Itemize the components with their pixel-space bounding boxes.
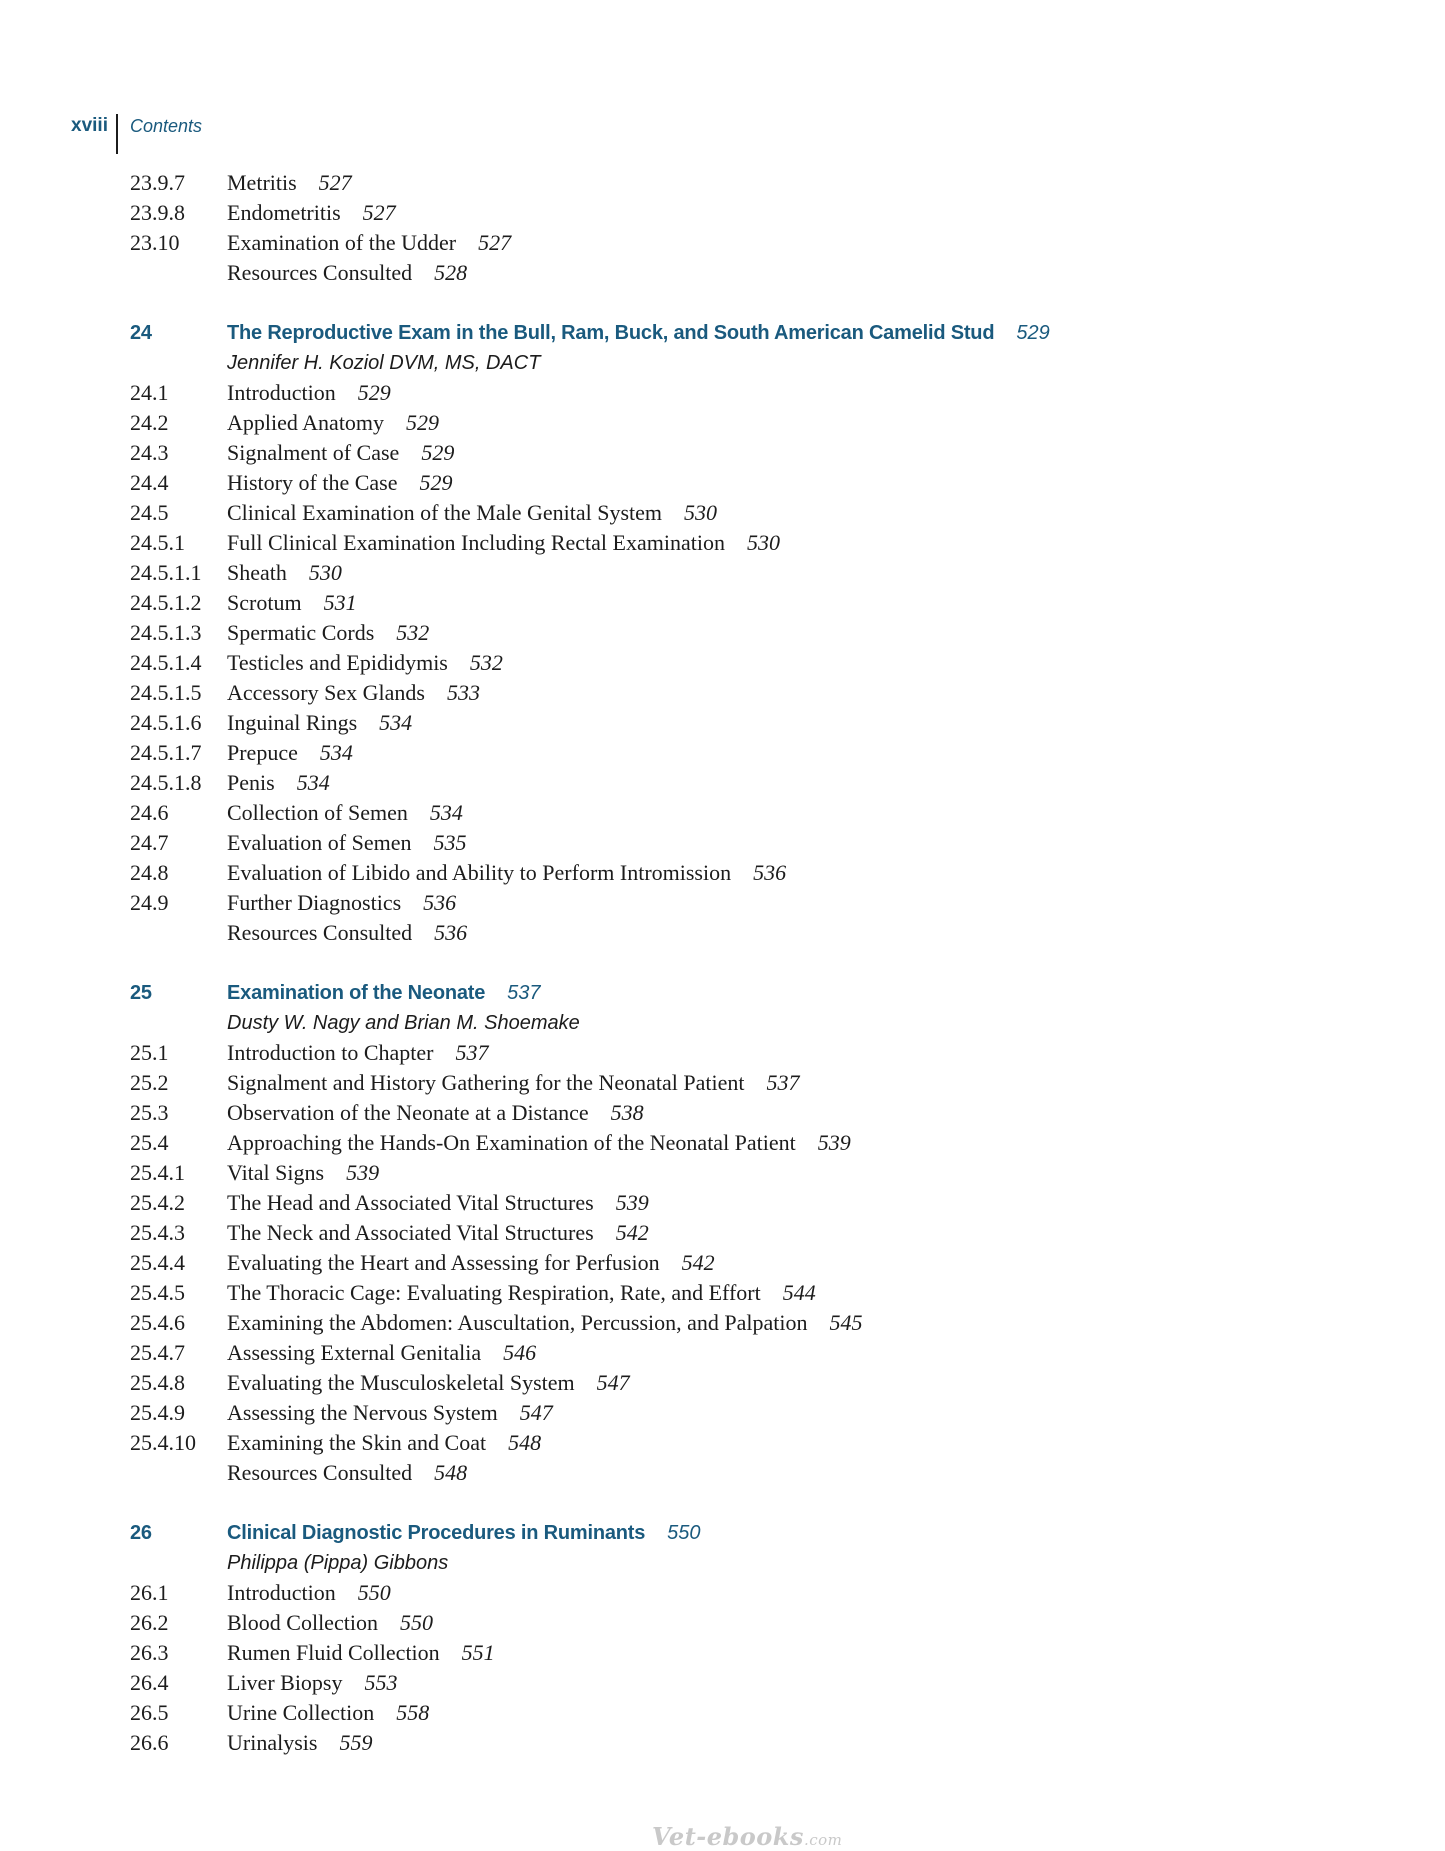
section-number: 24.5.1.3: [130, 620, 202, 645]
section-title: Signalment and History Gathering for the Neonatal Patient: [227, 1070, 745, 1095]
page-ref: 537: [507, 982, 541, 1004]
section-number: 26.3: [130, 1640, 169, 1665]
page-ref: 536: [423, 890, 457, 915]
section-number: [130, 918, 227, 948]
section-title: Clinical Diagnostic Procedures in Ruminants: [227, 1522, 646, 1544]
chapter-author: [130, 1548, 1330, 1578]
toc-entry: [130, 438, 1330, 468]
toc-entry: [130, 1368, 1330, 1398]
section-number: 25.4.6: [130, 1310, 185, 1335]
section-title: The Thoracic Cage: Evaluating Respiration, Rate, and Effort: [227, 1280, 761, 1305]
section-number: 25.4.2: [130, 1190, 185, 1215]
toc-entry: [130, 1668, 1330, 1698]
toc-entry: [130, 1128, 1330, 1158]
section-number: 24.2: [130, 410, 169, 435]
page-ref: 527: [478, 230, 512, 255]
section-title: The Reproductive Exam in the Bull, Ram, Buck, and South American Camelid Stud: [227, 322, 995, 344]
toc-entry: [130, 918, 1330, 948]
page-ref: 529: [419, 470, 453, 495]
section-number: 26.5: [130, 1700, 169, 1725]
section-title: Resources Consulted: [227, 260, 413, 285]
page-ref: 547: [519, 1400, 553, 1425]
section-title: Collection of Semen: [227, 800, 408, 825]
toc-entry: [130, 1458, 1330, 1488]
section-number: 25.3: [130, 1100, 169, 1125]
section-title: Assessing External Genitalia: [227, 1340, 482, 1365]
toc-entry: [130, 1608, 1330, 1638]
toc-entry: [130, 528, 1330, 558]
section-number: 24.6: [130, 800, 169, 825]
toc-entry: [130, 498, 1330, 528]
page-ref: 550: [357, 1580, 391, 1605]
section-title: Testicles and Epididymis: [227, 650, 448, 675]
section-number: 25: [130, 982, 152, 1004]
section-number: 25.4.7: [130, 1340, 185, 1365]
watermark-suffix: .com: [803, 1831, 843, 1849]
section-number: 24.9: [130, 890, 169, 915]
toc-entry: [130, 1578, 1330, 1608]
toc-entry: [130, 678, 1330, 708]
running-title: Contents: [129, 116, 203, 136]
section-number: 24.5.1.5: [130, 680, 202, 705]
section-number: 24.5.1: [130, 530, 185, 555]
toc-entry: [130, 858, 1330, 888]
section-title: Clinical Examination of the Male Genital System: [227, 500, 663, 525]
page-ref: 537: [455, 1040, 489, 1065]
author-name: Dusty W. Nagy and Brian M. Shoemake: [227, 1012, 580, 1034]
toc-entry: [130, 1218, 1330, 1248]
toc-entry: [130, 1338, 1330, 1368]
section-title: Assessing the Nervous System: [227, 1400, 498, 1425]
section-title: Evaluating the Heart and Assessing for Perfusion: [227, 1250, 660, 1275]
page-ref: 534: [379, 710, 413, 735]
section-title: Resources Consulted: [227, 1460, 413, 1485]
page-ref: 559: [339, 1730, 373, 1755]
section-title: The Head and Associated Vital Structures: [227, 1190, 594, 1215]
section-title: Vital Signs: [227, 1160, 325, 1185]
running-header: [71, 114, 202, 156]
section-title: Further Diagnostics: [227, 890, 402, 915]
section-number: 24.5.1.7: [130, 740, 202, 765]
page-ref: 542: [681, 1250, 715, 1275]
toc-entry: [130, 1638, 1330, 1668]
page-ref: 537: [766, 1070, 800, 1095]
page-ref: 539: [346, 1160, 380, 1185]
page-ref: 527: [318, 170, 352, 195]
toc-entry: [130, 258, 1330, 288]
chapter-author: [130, 1008, 1330, 1038]
toc-entry: [130, 648, 1330, 678]
section-number: 25.2: [130, 1070, 169, 1095]
page-ref: 529: [406, 410, 440, 435]
page-ref: 544: [782, 1280, 816, 1305]
page-ref: 534: [296, 770, 330, 795]
page-ref: 539: [817, 1130, 851, 1155]
watermark-brand: Vet-ebooks: [652, 1822, 804, 1851]
section-number: 23.9.8: [130, 200, 185, 225]
toc-entry: [130, 828, 1330, 858]
page-ref: 532: [469, 650, 503, 675]
section-number: 25.4.4: [130, 1250, 185, 1275]
toc-entry: [130, 1698, 1330, 1728]
page-ref: 547: [596, 1370, 630, 1395]
chapter-author: [130, 348, 1330, 378]
page-number: xviii: [71, 115, 108, 136]
section-number: 24.4: [130, 470, 169, 495]
toc-entry: [130, 168, 1330, 198]
page-ref: 529: [357, 380, 391, 405]
section-title: Rumen Fluid Collection: [227, 1640, 440, 1665]
page-ref: 538: [610, 1100, 644, 1125]
toc-entry: [130, 408, 1330, 438]
page-ref: 534: [319, 740, 353, 765]
toc-entry: [130, 378, 1330, 408]
section-number: 24.7: [130, 830, 169, 855]
section-number: 25.4.3: [130, 1220, 185, 1245]
toc-entry: [130, 1188, 1330, 1218]
author-name: Jennifer H. Koziol DVM, MS, DACT: [227, 352, 541, 374]
page-ref: 530: [684, 500, 718, 525]
section-number: [130, 258, 227, 288]
section-number: 26.4: [130, 1670, 169, 1695]
section-number: 23.9.7: [130, 170, 185, 195]
page-ref: 553: [364, 1670, 398, 1695]
section-title: Full Clinical Examination Including Rectal Examination: [227, 530, 725, 555]
page-ref: 558: [396, 1700, 430, 1725]
section-title: Examining the Abdomen: Auscultation, Percussion, and Palpation: [227, 1310, 808, 1335]
toc-entry: [130, 1038, 1330, 1068]
section-number: 25.4.1: [130, 1160, 185, 1185]
section-title: Blood Collection: [227, 1610, 378, 1635]
table-of-contents: [130, 168, 1330, 1758]
section-title: Urine Collection: [227, 1700, 375, 1725]
section-number: 24.1: [130, 380, 169, 405]
section-title: Evaluating the Musculoskeletal System: [227, 1370, 575, 1395]
section-title: Evaluation of Libido and Ability to Perform Intromission: [227, 860, 732, 885]
section-number: 24.5.1.1: [130, 560, 202, 585]
section-number: [130, 1008, 227, 1038]
page-ref: 551: [461, 1640, 495, 1665]
toc-entry: [130, 1278, 1330, 1308]
toc-entry: [130, 708, 1330, 738]
section-number: 24.8: [130, 860, 169, 885]
toc-entry: [130, 1308, 1330, 1338]
section-title: Examination of the Neonate: [227, 982, 486, 1004]
section-title: Metritis: [227, 170, 297, 195]
toc-entry: [130, 1728, 1330, 1758]
toc-entry: [130, 1248, 1330, 1278]
section-number: 24.5: [130, 500, 169, 525]
section-title: The Neck and Associated Vital Structures: [227, 1220, 594, 1245]
section-number: 24.5.1.4: [130, 650, 202, 675]
section-number: 25.1: [130, 1040, 169, 1065]
section-title: Liver Biopsy: [227, 1670, 343, 1695]
toc-entry: [130, 768, 1330, 798]
page-ref: 536: [753, 860, 787, 885]
toc-entry: [130, 228, 1330, 258]
section-number: 24.3: [130, 440, 169, 465]
chapter-heading: [130, 978, 1330, 1008]
page-ref: 532: [396, 620, 430, 645]
section-number: 23.10: [130, 230, 180, 255]
toc-entry: [130, 588, 1330, 618]
section-title: Observation of the Neonate at a Distance: [227, 1100, 589, 1125]
section-number: [130, 348, 227, 378]
page-ref: 546: [503, 1340, 537, 1365]
section-number: 25.4.9: [130, 1400, 185, 1425]
toc-entry: [130, 1398, 1330, 1428]
page-ref: 542: [615, 1220, 649, 1245]
toc-entry: [130, 888, 1330, 918]
section-title: Introduction: [227, 1580, 336, 1605]
section-number: 24.5.1.6: [130, 710, 202, 735]
page-ref: 550: [399, 1610, 433, 1635]
section-title: History of the Case: [227, 470, 398, 495]
toc-entry: [130, 468, 1330, 498]
toc-entry: [130, 198, 1330, 228]
section-number: 24.5.1.2: [130, 590, 202, 615]
toc-entry: [130, 1068, 1330, 1098]
page-ref: 545: [829, 1310, 863, 1335]
section-title: Accessory Sex Glands: [227, 680, 425, 705]
page-ref: 531: [323, 590, 357, 615]
toc-entry: [130, 1158, 1330, 1188]
toc-entry: [130, 1098, 1330, 1128]
section-number: 26.1: [130, 1580, 169, 1605]
section-title: Evaluation of Semen: [227, 830, 412, 855]
section-title: Approaching the Hands-On Examination of the Neonatal Patient: [227, 1130, 796, 1155]
section-title: Examining the Skin and Coat: [227, 1430, 487, 1455]
section-number: 26: [130, 1522, 152, 1544]
section-title: Scrotum: [227, 590, 302, 615]
section-number: 25.4.10: [130, 1430, 196, 1455]
section-title: Urinalysis: [227, 1730, 318, 1755]
section-number: 25.4: [130, 1130, 169, 1155]
page-ref: 530: [308, 560, 342, 585]
section-title: Signalment of Case: [227, 440, 400, 465]
section-number: 25.4.8: [130, 1370, 185, 1395]
section-number: [130, 1458, 227, 1488]
section-title: Resources Consulted: [227, 920, 413, 945]
toc-entry: [130, 1428, 1330, 1458]
section-title: Penis: [227, 770, 275, 795]
toc-entry: [130, 798, 1330, 828]
page-ref: 528: [434, 260, 468, 285]
section-title: Spermatic Cords: [227, 620, 375, 645]
section-number: 25.4.5: [130, 1280, 185, 1305]
section-title: Introduction: [227, 380, 336, 405]
section-title: Prepuce: [227, 740, 298, 765]
section-number: 24.5.1.8: [130, 770, 202, 795]
page-ref: 534: [429, 800, 463, 825]
page-ref: 530: [746, 530, 780, 555]
page-ref: 548: [434, 1460, 468, 1485]
page-ref: 529: [421, 440, 455, 465]
section-title: Applied Anatomy: [227, 410, 385, 435]
section-title: Endometritis: [227, 200, 341, 225]
chapter-heading: [130, 1518, 1330, 1548]
section-number: 26.2: [130, 1610, 169, 1635]
section-title: Inguinal Rings: [227, 710, 358, 735]
section-number: 26.6: [130, 1730, 169, 1755]
section-title: Introduction to Chapter: [227, 1040, 434, 1065]
page-ref: 550: [667, 1522, 701, 1544]
page-ref: 536: [434, 920, 468, 945]
page-ref: 535: [433, 830, 467, 855]
page-ref: 539: [615, 1190, 649, 1215]
section-number: [130, 1548, 227, 1578]
author-name: Philippa (Pippa) Gibbons: [227, 1552, 449, 1574]
toc-entry: [130, 558, 1330, 588]
toc-entry: [130, 738, 1330, 768]
page-ref: 529: [1016, 322, 1050, 344]
section-title: Sheath: [227, 560, 287, 585]
toc-entry: [130, 618, 1330, 648]
chapter-heading: [130, 318, 1330, 348]
section-title: Examination of the Udder: [227, 230, 457, 255]
section-number: 24: [130, 322, 152, 344]
page-ref: 548: [508, 1430, 542, 1455]
page-ref: 527: [362, 200, 396, 225]
page-ref: 533: [446, 680, 480, 705]
